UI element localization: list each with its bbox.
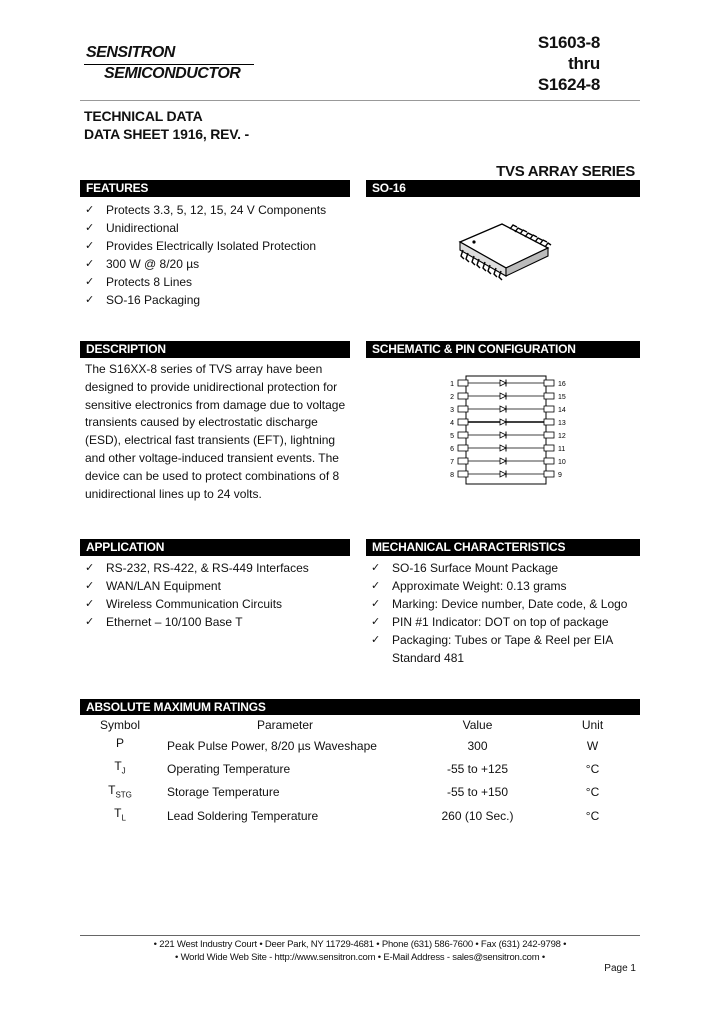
pin-number-left: 2 xyxy=(450,394,454,401)
check-mark-icon: ✓ xyxy=(85,258,95,270)
feature-text: Provides Electrically Isolated Protection xyxy=(106,239,317,253)
pin-number-right: 10 xyxy=(558,459,566,466)
header-rule xyxy=(80,100,640,101)
pin-pad-left xyxy=(458,432,468,438)
list-item xyxy=(82,613,309,631)
value-cell: 260 (10 Sec.) xyxy=(441,808,514,823)
footer-address: • 221 West Industry Court • Deer Park, NY 11729-4681 • Phone (631) 586-7600 • Fax (631) 242-9798 • xyxy=(153,939,567,950)
tvs-diode-icon xyxy=(500,458,506,464)
check-mark-icon: ✓ xyxy=(85,562,95,574)
page-number: Page 1 xyxy=(604,963,636,974)
pin-pad-right xyxy=(544,393,554,399)
application-text: WAN/LAN Equipment xyxy=(106,579,221,593)
symbol-text: P xyxy=(115,736,124,750)
mechanical-header: MECHANICAL CHARACTERISTICS xyxy=(366,539,640,556)
part-number-block xyxy=(460,32,600,95)
list-item-continuation xyxy=(368,649,627,667)
table-row xyxy=(80,804,640,827)
description-header: DESCRIPTION xyxy=(80,341,350,358)
list-item xyxy=(82,273,326,291)
pin-number-left: 8 xyxy=(450,472,454,479)
part-number-end: S1624-8 xyxy=(537,75,600,94)
tvs-diode-icon xyxy=(500,380,506,386)
list-item xyxy=(368,577,627,595)
application-text: RS-232, RS-422, & RS-449 Interfaces xyxy=(106,561,309,575)
value-cell: -55 to +150 xyxy=(446,785,509,800)
symbol-text: T xyxy=(114,759,122,774)
features-list xyxy=(82,201,326,309)
check-mark-icon: ✓ xyxy=(85,580,95,592)
pin-number-right: 15 xyxy=(558,394,566,401)
check-mark-icon: ✓ xyxy=(85,204,95,216)
package-header: SO-16 xyxy=(366,180,640,197)
check-mark-icon: ✓ xyxy=(85,240,95,252)
tvs-diode-icon xyxy=(500,445,506,451)
pin-number-right: 11 xyxy=(558,446,566,453)
pin-number-left: 6 xyxy=(450,446,454,453)
list-item xyxy=(368,631,627,649)
list-item xyxy=(82,559,309,577)
list-item xyxy=(82,237,326,255)
symbol-cell xyxy=(80,757,160,780)
feature-text: Protects 8 Lines xyxy=(106,275,193,289)
mechanical-text: Standard 481 xyxy=(392,651,465,665)
tvs-diode-icon xyxy=(500,432,506,438)
col-unit: Unit xyxy=(581,718,604,732)
symbol-subscript: L xyxy=(121,813,126,823)
unit-cell: °C xyxy=(585,785,600,800)
feature-text: SO-16 Packaging xyxy=(106,293,201,307)
check-mark-icon: ✓ xyxy=(85,294,95,306)
pin-number-right: 13 xyxy=(558,420,566,427)
description-line: (ESD), electrical fast transients (EFT), lightning xyxy=(85,433,336,448)
company-name-line2: SEMICONDUCTOR xyxy=(104,65,241,82)
mechanical-list xyxy=(368,559,627,667)
unit-cell: °C xyxy=(585,808,600,823)
features-header: FEATURES xyxy=(80,180,350,197)
footer-web: • World Wide Web Site - http://www.sensitron.com • E-Mail Address - sales@sensitron.com • xyxy=(175,952,545,963)
mechanical-text: SO-16 Surface Mount Package xyxy=(392,561,559,575)
pin-pad-right xyxy=(544,380,554,386)
so16-package-image xyxy=(450,212,560,288)
mechanical-text: Packaging: Tubes or Tape & Reel per EIA xyxy=(392,633,614,647)
check-mark-icon: ✓ xyxy=(85,222,95,234)
pin-pad-left xyxy=(458,380,468,386)
col-symbol: Symbol xyxy=(99,718,140,732)
col-parameter: Parameter xyxy=(256,718,314,732)
pin-number-right: 16 xyxy=(558,381,566,388)
technical-data-title: TECHNICAL DATA xyxy=(84,108,203,124)
pin-number-left: 4 xyxy=(450,420,454,427)
tvs-diode-icon xyxy=(500,471,506,477)
pin-pad-left xyxy=(458,419,468,425)
application-text: Wireless Communication Circuits xyxy=(106,597,283,611)
col-value: Value xyxy=(462,718,493,732)
part-number-thru: thru xyxy=(568,54,600,73)
unit-cell: W xyxy=(586,738,599,753)
list-item xyxy=(368,613,627,631)
feature-text: 300 W @ 8/20 µs xyxy=(106,257,200,271)
mechanical-text: PIN #1 Indicator: DOT on top of package xyxy=(392,615,609,629)
pin-pad-left xyxy=(458,393,468,399)
pin-pad-right xyxy=(544,432,554,438)
pin-number-right: 9 xyxy=(558,472,562,479)
pin-pad-left xyxy=(458,406,468,412)
unit-cell: °C xyxy=(585,762,600,777)
list-item xyxy=(82,255,326,273)
mechanical-text: Approximate Weight: 0.13 grams xyxy=(392,579,567,593)
pin-pad-right xyxy=(544,471,554,477)
application-text: Ethernet – 10/100 Base T xyxy=(106,615,243,629)
company-name-line1: SENSITRON xyxy=(86,44,175,61)
parameter-cell: Storage Temperature xyxy=(167,785,280,800)
feature-text: Protects 3.3, 5, 12, 15, 24 V Components xyxy=(106,203,327,217)
parameter-cell: Peak Pulse Power, 8/20 µs Waveshape xyxy=(167,738,377,753)
feature-text: Unidirectional xyxy=(106,221,179,235)
data-sheet-number: DATA SHEET 1916, REV. - xyxy=(84,126,250,142)
ratings-table xyxy=(80,716,640,828)
pin-pad-left xyxy=(458,471,468,477)
check-mark-icon: ✓ xyxy=(85,598,95,610)
check-mark-icon: ✓ xyxy=(371,634,381,646)
pin-pad-right xyxy=(544,419,554,425)
table-row xyxy=(80,781,640,804)
part-number-start: S1603-8 xyxy=(537,33,600,52)
check-mark-icon: ✓ xyxy=(85,276,95,288)
footer-rule xyxy=(80,935,640,936)
description-line: The S16XX-8 series of TVS array have been xyxy=(85,362,323,376)
symbol-text: T xyxy=(114,806,122,821)
list-item xyxy=(368,595,627,613)
parameter-cell: Lead Soldering Temperature xyxy=(167,808,319,823)
tvs-diode-icon xyxy=(500,419,506,425)
value-cell: -55 to +125 xyxy=(446,762,509,777)
application-header: APPLICATION xyxy=(80,539,350,556)
check-mark-icon: ✓ xyxy=(85,616,95,628)
pin-number-left: 3 xyxy=(450,407,454,414)
ratings-header: ABSOLUTE MAXIMUM RATINGS xyxy=(80,699,640,715)
symbol-cell xyxy=(80,781,160,804)
description-line: transients caused by electrostatic discharge xyxy=(85,415,318,430)
schematic-header: SCHEMATIC & PIN CONFIGURATION xyxy=(366,341,640,358)
tvs-diode-icon xyxy=(500,406,506,412)
pin-number-right: 14 xyxy=(558,407,566,414)
pin-pad-left xyxy=(458,458,468,464)
pin-number-right: 12 xyxy=(558,433,566,440)
symbol-subscript: STG xyxy=(115,790,132,800)
table-row xyxy=(80,734,640,757)
schematic-diagram xyxy=(440,372,570,486)
pin-number-left: 7 xyxy=(450,459,454,466)
pin-number-left: 1 xyxy=(450,381,454,388)
description-line: designed to provide unidirectional protection for xyxy=(85,379,338,394)
pin-pad-right xyxy=(544,445,554,451)
list-item xyxy=(82,201,326,219)
pin-pad-right xyxy=(544,406,554,412)
pin-pad-left xyxy=(458,445,468,451)
list-item xyxy=(82,577,309,595)
description-text xyxy=(85,361,345,503)
application-list xyxy=(82,559,309,631)
symbol-cell xyxy=(80,804,160,827)
pin-pad-right xyxy=(544,458,554,464)
list-item xyxy=(82,291,326,309)
value-cell: 300 xyxy=(467,738,488,753)
symbol-text: T xyxy=(108,782,116,797)
description-line: and other voltage-induced transient events. The xyxy=(85,450,339,465)
check-mark-icon: ✓ xyxy=(371,562,381,574)
tvs-diode-icon xyxy=(500,393,506,399)
symbol-cell xyxy=(80,734,160,757)
mechanical-text: Marking: Device number, Date code, & Logo xyxy=(392,597,628,611)
pin-number-left: 5 xyxy=(450,433,454,440)
table-row xyxy=(80,757,640,780)
symbol-subscript: J xyxy=(121,766,126,776)
list-item xyxy=(368,559,627,577)
description-line: unidirectional lines up to 24 volts. xyxy=(85,486,262,501)
parameter-cell: Operating Temperature xyxy=(167,762,291,777)
check-mark-icon: ✓ xyxy=(371,616,381,628)
description-line: device can be used to protect combinations of 8 xyxy=(85,468,340,483)
series-title: TVS ARRAY SERIES xyxy=(496,163,635,180)
check-mark-icon: ✓ xyxy=(371,580,381,592)
description-line: sensitive electronics from damage due to voltage xyxy=(85,397,346,412)
list-item xyxy=(82,219,326,237)
table-header-row xyxy=(80,716,640,734)
list-item xyxy=(82,595,309,613)
check-mark-icon: ✓ xyxy=(371,598,381,610)
